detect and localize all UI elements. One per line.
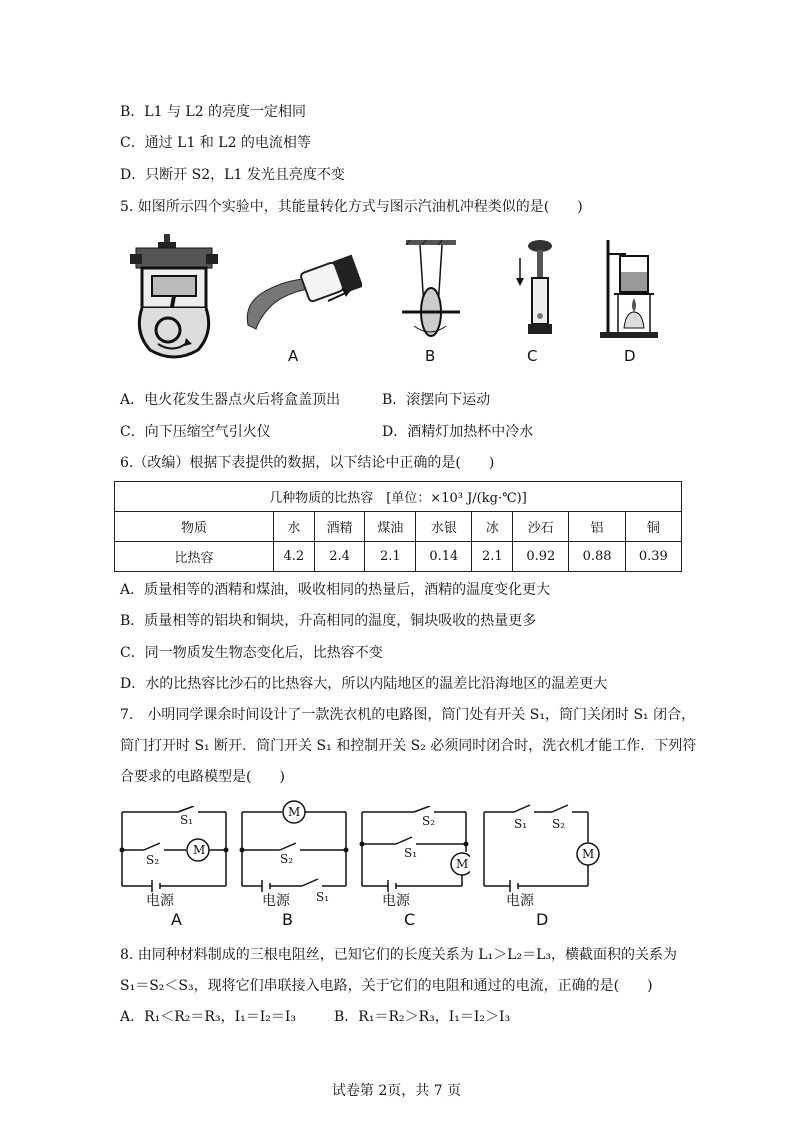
figure-c-air-igniter <box>512 238 556 340</box>
circuit-d-source: 电源 <box>506 893 534 909</box>
page-footer: 试卷第 2页，共 7 页 <box>331 1083 462 1099</box>
table-row-label: 比热容 <box>115 542 274 572</box>
q5-stem: 5. 如图所示四个实验中，其能量转化方式与图示汽油机冲程类似的是( ) <box>120 199 583 215</box>
figure-c-label: C <box>527 347 538 365</box>
figure-a-spark-box <box>242 245 362 335</box>
circuit-c-s1: S₁ <box>404 846 418 860</box>
figure-d-alcohol-lamp <box>596 236 660 342</box>
table-substance: 煤油 <box>365 512 416 542</box>
q7-line-1: 7. 小明同学课余时间设计了一款洗衣机的电路图，筒门处有开关 S₁，筒门关闭时 S₁ 闭合， <box>120 707 696 723</box>
figure-b-maxwell-wheel <box>400 238 462 348</box>
circuit-b-s2: S₂ <box>280 852 294 866</box>
table-value: 2.1 <box>472 542 513 572</box>
figure-d-label: D <box>624 347 636 365</box>
q7-line-3: 合要求的电路模型是( ) <box>120 769 285 785</box>
q6-stem: 6.（改编）根据下表提供的数据，以下结论中正确的是( ) <box>120 455 495 471</box>
circuit-a <box>118 806 230 892</box>
q8-line-1: 8. 由同种材料制成的三根电阻丝，已知它们的长度关系为 L₁＞L₂＝L₃，横截面积的关系为 <box>120 947 677 963</box>
table-substance: 沙石 <box>513 512 569 542</box>
engine-figure <box>128 232 220 360</box>
circuit-b-s1: S₁ <box>316 890 330 904</box>
q6-option-a: A．质量相等的酒精和煤油，吸收相同的热量后，酒精的温度变化更大 <box>120 582 551 598</box>
table-substance: 冰 <box>472 512 513 542</box>
circuit-c-source: 电源 <box>382 893 410 909</box>
table-value: 0.39 <box>625 542 681 572</box>
q6-option-c: C．同一物质发生物态变化后，比热容不变 <box>120 645 383 661</box>
table-value: 0.92 <box>513 542 569 572</box>
table-substance: 酒精 <box>314 512 365 542</box>
table-value: 2.1 <box>365 542 416 572</box>
q6-option-d: D．水的比热容比沙石的比热容大，所以内陆地区的温差比沿海地区的温差更大 <box>120 676 608 692</box>
table-value-row <box>115 542 682 572</box>
table-value: 0.14 <box>416 542 472 572</box>
q5-option-c: C．向下压缩空气引火仪 <box>120 424 271 440</box>
table-caption: 几种物质的比热容 [单位：×10³ J/(kg·℃)] <box>115 482 682 512</box>
table-value: 0.88 <box>569 542 625 572</box>
circuit-a-source: 电源 <box>146 893 174 909</box>
circuit-c-s2: S₂ <box>422 814 436 828</box>
circuit-b-source: 电源 <box>262 893 290 909</box>
q8-option-b: B．R₁＝R₂＞R₃，I₁＝I₂＞I₃ <box>334 1009 511 1025</box>
circuit-d-s1: S₁ <box>514 817 528 831</box>
circuit-d <box>480 800 606 892</box>
q5-option-d: D．酒精灯加热杯中冷水 <box>382 424 534 440</box>
table-header-row <box>115 512 682 542</box>
circuit-c-motor: M <box>456 857 469 871</box>
table-substance: 铜 <box>625 512 681 542</box>
circuit-a-label: A <box>171 910 182 929</box>
table-substance: 铝 <box>569 512 625 542</box>
table-value: 4.2 <box>274 542 315 572</box>
table-header-label: 物质 <box>115 512 274 542</box>
q5-option-a: A．电火花发生器点火后将盒盖顶出 <box>120 392 341 408</box>
q5-option-b: B．滚摆向下运动 <box>382 392 491 408</box>
table-substance: 水银 <box>416 512 472 542</box>
circuit-d-label: D <box>536 910 549 929</box>
circuit-a-s1: S₁ <box>180 813 194 827</box>
circuit-b-label: B <box>282 910 293 929</box>
circuit-d-s2: S₂ <box>552 817 566 831</box>
q6-option-b: B．质量相等的铝块和铜块，升高相同的温度，铜块吸收的热量更多 <box>120 613 537 629</box>
q4-option-b: B．L1 与 L2 的亮度一定相同 <box>120 104 307 120</box>
figure-b-label: B <box>425 347 436 365</box>
q8-line-2: S₁＝S₂＜S₃，现将它们串联接入电路，关于它们的电阻和通过的电流，正确的是( ) <box>120 978 653 994</box>
q4-option-c: C．通过 L1 和 L2 的电流相等 <box>120 135 311 151</box>
circuit-d-motor: M <box>582 847 595 861</box>
q4-option-d: D．只断开 S2，L1 发光且亮度不变 <box>120 167 345 183</box>
table-substance: 水 <box>274 512 315 542</box>
figure-a-label: A <box>288 347 299 365</box>
table-value: 2.4 <box>314 542 365 572</box>
circuit-a-s2: S₂ <box>146 853 160 867</box>
specific-heat-table <box>114 481 682 572</box>
q7-line-2: 筒门打开时 S₁ 断开．筒门开关 S₁ 和控制开关 S₂ 必须同时闭合时，洗衣机才能工作．下列符 <box>120 738 697 754</box>
circuit-a-motor: M <box>193 843 206 857</box>
circuit-b-motor: M <box>288 805 301 819</box>
q8-option-a: A．R₁＜R₂＝R₃，I₁＝I₂＝I₃ <box>120 1009 296 1025</box>
circuit-c-label: C <box>404 910 416 929</box>
